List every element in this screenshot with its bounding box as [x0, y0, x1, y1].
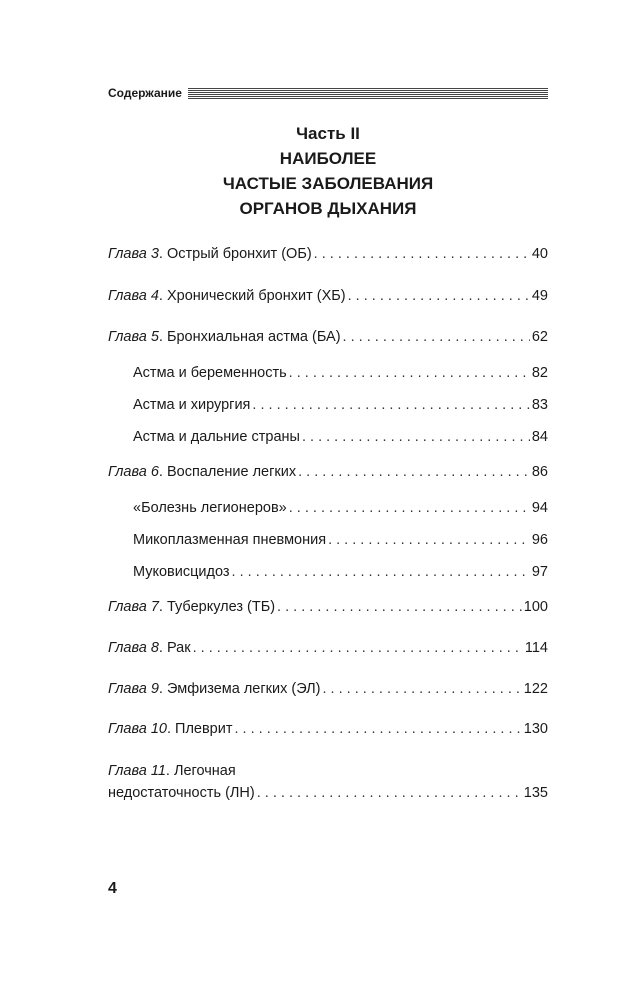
toc-entry-chapter-10[interactable]: Глава 10 . Плеврит . . . 130 — [108, 720, 548, 738]
toc-entry-chapter-11-first-line[interactable]: Глава 11. Легочная — [108, 763, 236, 779]
toc-title: Микоплазменная пневмония — [133, 532, 327, 548]
toc-page-number: 62 — [531, 329, 548, 345]
toc-entry-section[interactable] — [133, 499, 548, 517]
toc-leader-dots — [314, 245, 530, 263]
toc-title: Острый бронхит (ОБ) — [166, 246, 312, 262]
toc-leader-dots — [348, 287, 530, 305]
toc-page-number: 96 — [531, 532, 548, 548]
toc-leader-dots — [289, 499, 530, 517]
toc-page-number: 135 — [523, 785, 548, 801]
toc-page-number: 82 — [531, 365, 548, 381]
toc-page-number: 40 — [531, 246, 548, 262]
toc-leader-dots — [252, 396, 529, 414]
toc-entry-chapter-4[interactable]: Глава 4 . Хронический бронхит (ХБ) . . . 49 — [108, 287, 548, 305]
part-number: Часть II — [296, 124, 360, 143]
toc-leader-dots — [298, 463, 530, 481]
toc-page-number: 84 — [531, 429, 548, 445]
toc-title: Туберкулез (ТБ) — [166, 599, 276, 615]
toc-title-line1: Легочная — [173, 763, 236, 779]
part-title-line: ЧАСТЫЕ ЗАБОЛЕВАНИЯ — [222, 174, 434, 193]
toc-chapter-label: Глава 5 — [108, 329, 159, 345]
toc-page-number: 94 — [531, 500, 548, 516]
toc-title: «Болезнь легионеров» — [133, 500, 287, 516]
toc-leader-dots — [232, 563, 530, 581]
toc-title: недостаточность (ЛН) — [108, 785, 255, 801]
toc-page-number: 83 — [531, 397, 548, 413]
toc-entry-chapter-8[interactable]: Глава 8 . Рак . . . 114 — [108, 639, 548, 657]
toc-page-number: 130 — [523, 721, 548, 737]
toc-chapter-label: Глава 6 — [108, 464, 159, 480]
running-head — [108, 84, 548, 102]
toc-page-number: 49 — [531, 288, 548, 304]
toc-title: Рак — [166, 640, 191, 656]
toc-leader-dots — [343, 328, 530, 346]
toc-leader-dots — [235, 720, 522, 738]
part-title-line: ОРГАНОВ ДЫХАНИЯ — [239, 199, 417, 218]
toc-entry-chapter-7[interactable]: Глава 7 . Туберкулез (ТБ) . . . 100 — [108, 598, 548, 616]
page-number: 4 — [108, 880, 117, 897]
part-title-line: НАИБОЛЕЕ — [279, 149, 377, 168]
toc-chapter-label: Глава 3 — [108, 246, 159, 262]
toc-entry-chapter-6[interactable]: Глава 6 . Воспаление легких . . . 86 — [108, 463, 548, 481]
toc-entry-section[interactable] — [133, 428, 548, 446]
toc-page-number: 114 — [524, 640, 548, 656]
toc-title: Эмфизема легких (ЭЛ) — [166, 681, 321, 697]
toc-page-number: 86 — [531, 464, 548, 480]
toc-chapter-label: Глава 9 — [108, 681, 159, 697]
toc-entry-section[interactable] — [133, 563, 548, 581]
toc-chapter-label: Глава 4 — [108, 288, 159, 304]
toc-title: Муковисцидоз — [133, 564, 230, 580]
toc-entry-chapter-3[interactable]: Глава 3 . Острый бронхит (ОБ) . . . 40 — [108, 245, 548, 263]
toc-entry-section[interactable] — [133, 531, 548, 549]
toc-leader-dots — [302, 428, 530, 446]
toc-entry-chapter-5[interactable]: Глава 5 . Бронхиальная астма (БА) . . . 62 — [108, 328, 548, 346]
toc-leader-dots — [323, 680, 522, 698]
toc-chapter-label: Глава 8 — [108, 640, 159, 656]
toc-title: Астма и дальние страны — [133, 429, 300, 445]
toc-entry-section[interactable] — [133, 364, 548, 382]
toc-page-number: 97 — [531, 564, 548, 580]
toc-leader-dots — [289, 364, 530, 382]
toc-leader-dots — [257, 784, 522, 802]
part-heading — [108, 121, 548, 221]
toc-chapter-label: Глава 7 — [108, 599, 159, 615]
toc-title: Хронический бронхит (ХБ) — [166, 288, 346, 304]
toc-title: Воспаление легких — [166, 464, 297, 480]
toc-chapter-label: Глава 11 — [108, 763, 166, 779]
toc-leader-dots — [193, 639, 523, 657]
toc-leader-dots — [277, 598, 522, 616]
toc-leader-dots — [328, 531, 530, 549]
toc-page-number: 100 — [523, 599, 548, 615]
toc-title: Астма и хирургия — [133, 397, 251, 413]
toc-chapter-label: Глава 10 — [108, 721, 167, 737]
toc-entry-chapter-9[interactable]: Глава 9 . Эмфизема легких (ЭЛ) . . . 122 — [108, 680, 548, 698]
toc-entry-section[interactable] — [133, 396, 548, 414]
toc-page-number: 122 — [523, 681, 548, 697]
toc-title: Бронхиальная астма (БА) — [166, 329, 341, 345]
header-rule — [188, 88, 548, 99]
toc-entry-chapter-11[interactable] — [108, 784, 548, 802]
toc-title: Астма и беременность — [133, 365, 287, 381]
toc-title: Плеврит — [175, 721, 233, 737]
running-title: Содержание — [108, 86, 182, 100]
